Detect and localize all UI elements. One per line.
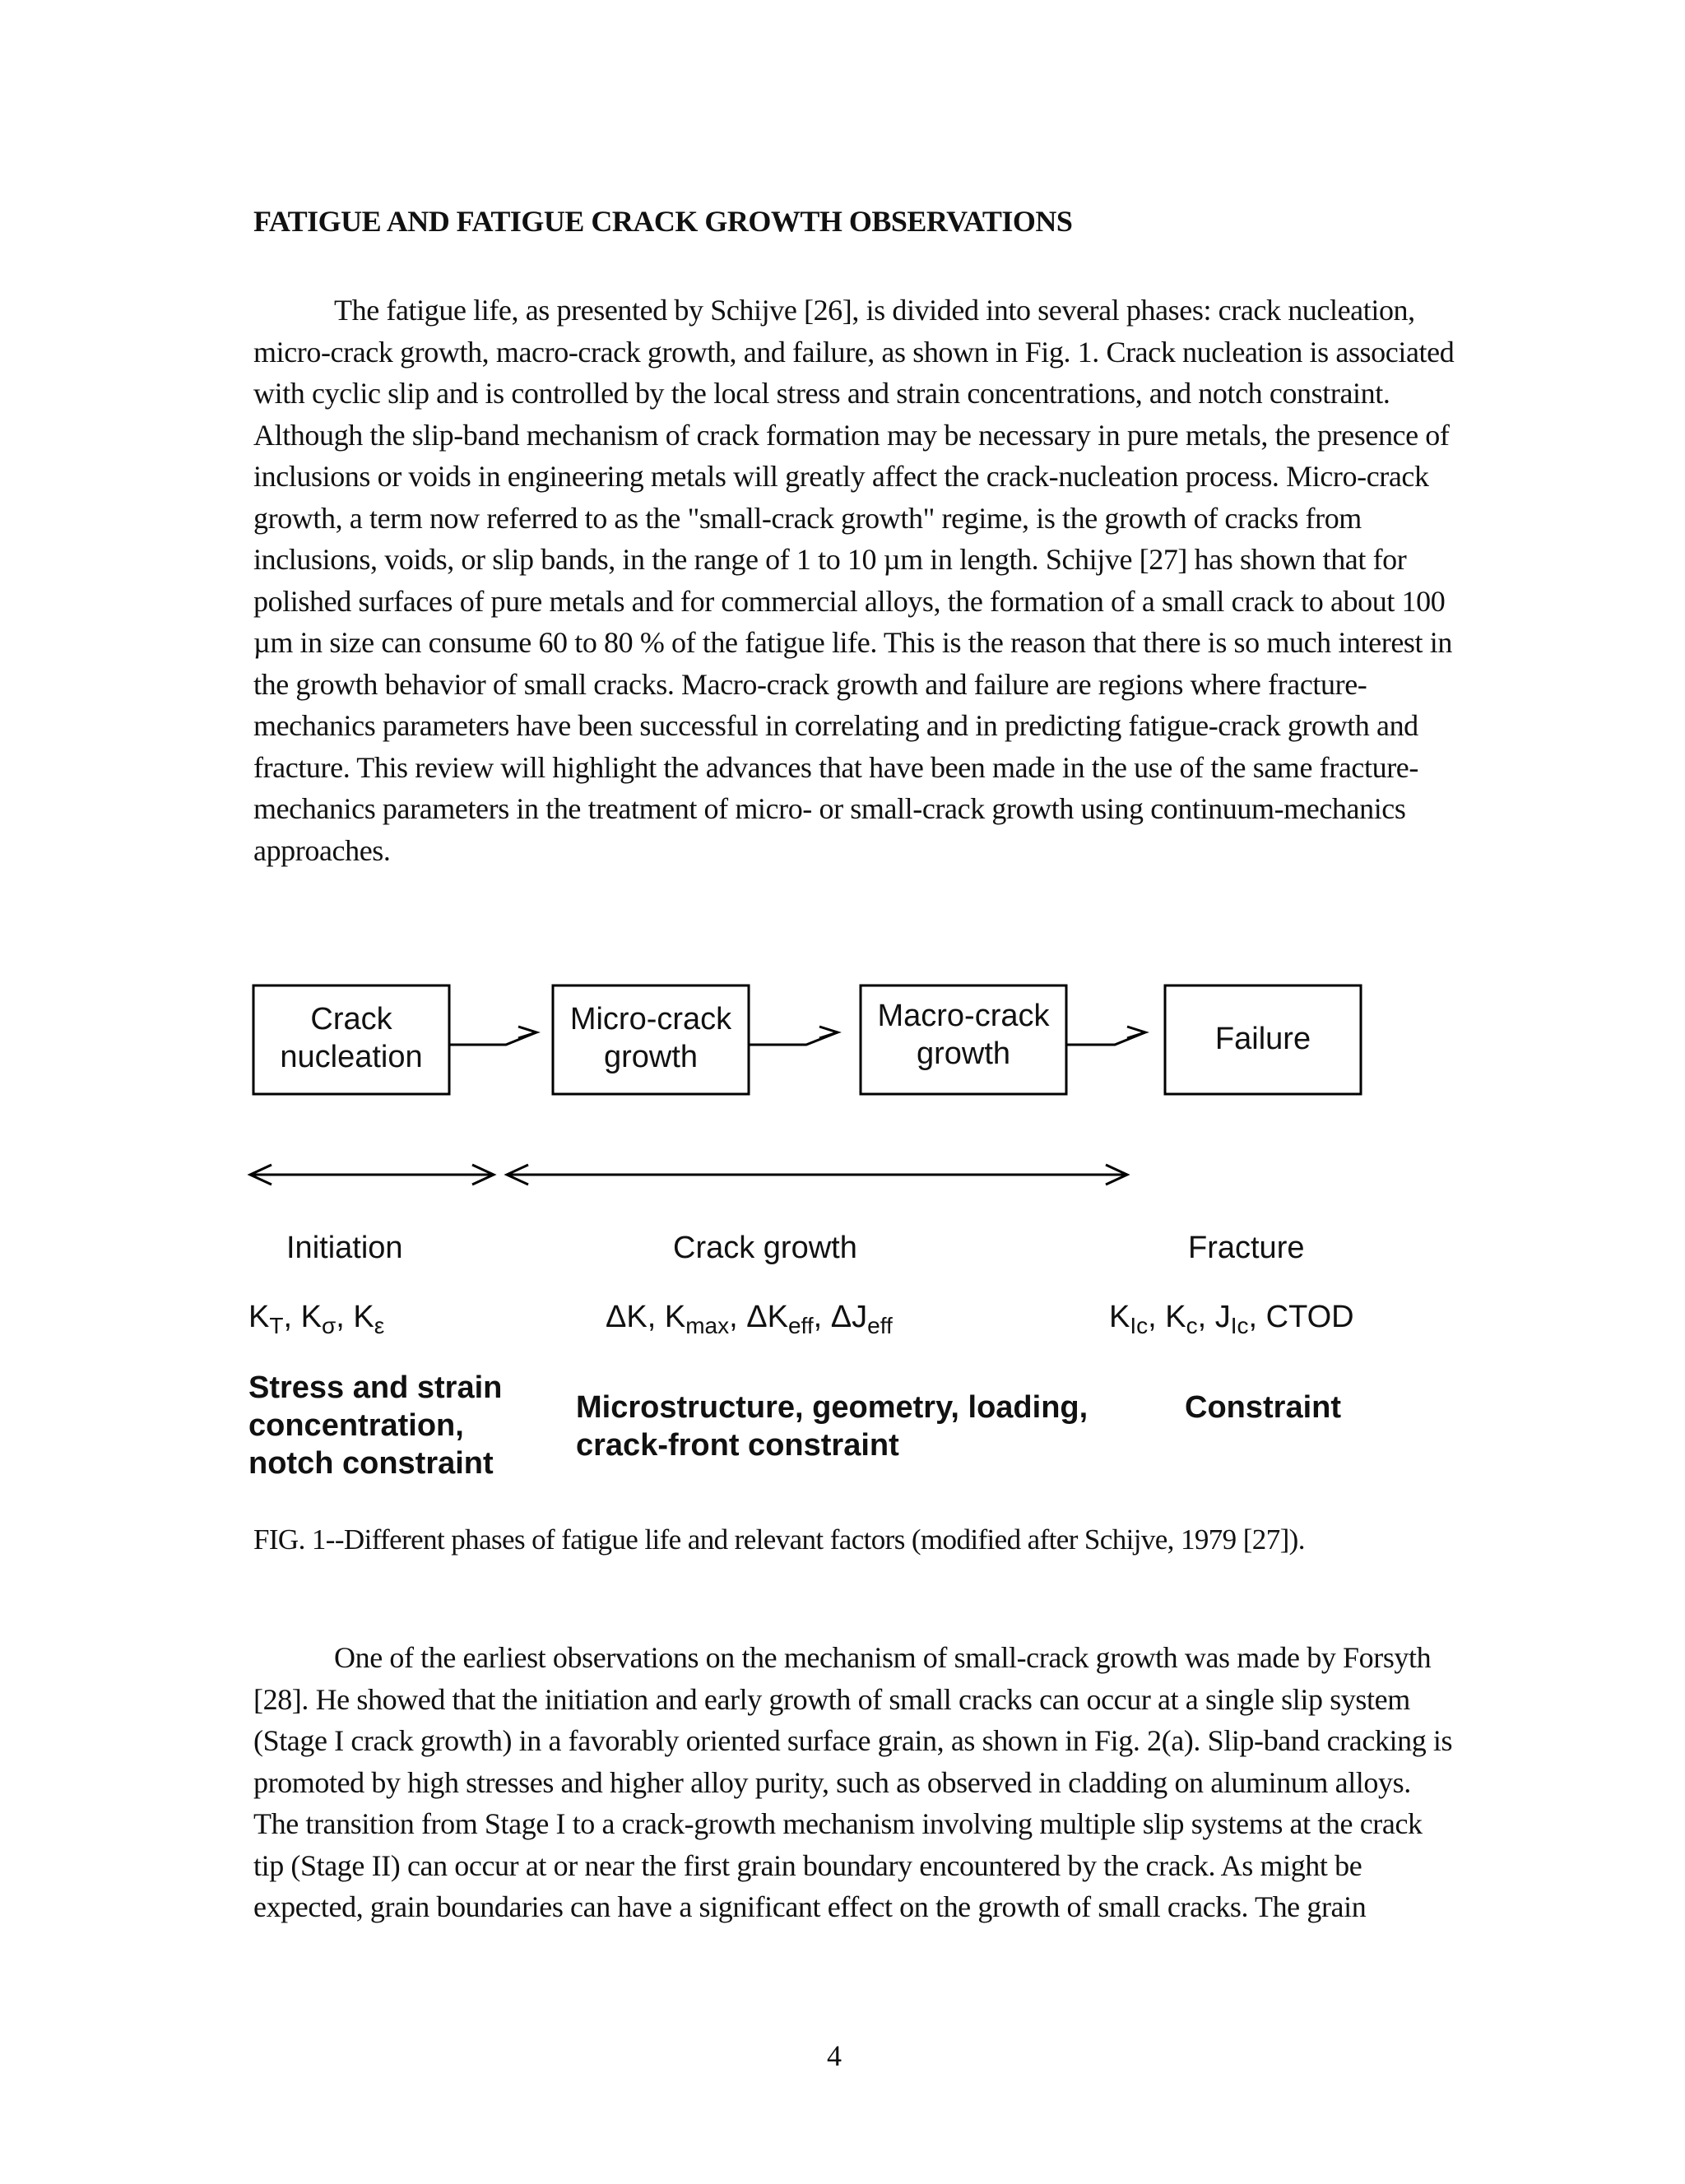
box-label-line: nucleation bbox=[280, 1040, 423, 1074]
param-separator: , bbox=[336, 1300, 345, 1334]
span-arrow-crack-growth bbox=[507, 1165, 1127, 1185]
box-label-line: Micro-crack bbox=[569, 1002, 732, 1036]
parameters-initiation bbox=[248, 1298, 384, 1345]
section-heading: FATIGUE AND FATIGUE CRACK GROWTH OBSERVATIONS bbox=[253, 205, 1073, 238]
arrow-box-2-to-3 bbox=[749, 1027, 838, 1045]
param-separator: , bbox=[1148, 1300, 1157, 1334]
param-k: K bbox=[300, 1300, 322, 1334]
phase-label-fracture: Fracture bbox=[1188, 1231, 1305, 1265]
param-subscript: c bbox=[1186, 1313, 1198, 1338]
param-subscript: T bbox=[269, 1313, 284, 1338]
span-arrow-initiation bbox=[250, 1165, 494, 1185]
param-ctod: CTOD bbox=[1265, 1300, 1354, 1334]
box-label-macro-crack-growth bbox=[861, 997, 1066, 1073]
param-subscript: eff bbox=[867, 1313, 893, 1338]
arrow-box-3-to-4 bbox=[1066, 1027, 1145, 1045]
figure-caption: FIG. 1--Different phases of fatigue life and relevant factors (modified after Schijve, 1979 [27]). bbox=[253, 1523, 1305, 1556]
box-label-line: Failure bbox=[1214, 1022, 1311, 1056]
factors-fracture: Constraint bbox=[1185, 1390, 1341, 1425]
figure-1 bbox=[0, 971, 1685, 1546]
box-label-line: growth bbox=[603, 1040, 699, 1074]
phase-label-crack-growth: Crack growth bbox=[673, 1231, 857, 1265]
phase-label-initiation: Initiation bbox=[286, 1231, 403, 1265]
param-delta-k: ΔK bbox=[606, 1300, 648, 1334]
arrow-box-1-to-2 bbox=[449, 1027, 536, 1045]
param-separator: , bbox=[813, 1300, 823, 1334]
factors-initiation bbox=[248, 1369, 502, 1482]
page-number: 4 bbox=[827, 2039, 842, 2072]
param-delta-k-eff: ΔK bbox=[746, 1300, 788, 1334]
param-subscript: σ bbox=[321, 1313, 337, 1338]
factor-line: notch constraint bbox=[248, 1446, 494, 1481]
parameters-fracture bbox=[1109, 1298, 1354, 1345]
param-k-ic: K bbox=[1109, 1300, 1130, 1334]
param-j-ic: J bbox=[1214, 1300, 1231, 1334]
param-k-max: K bbox=[664, 1300, 686, 1334]
param-separator: , bbox=[647, 1300, 657, 1334]
factor-line: Microstructure, geometry, loading, bbox=[576, 1390, 1089, 1425]
factors-crack-growth bbox=[576, 1389, 1088, 1464]
param-separator: , bbox=[283, 1300, 293, 1334]
body-paragraph-1: The fatigue life, as presented by Schijve [26], is divided into several phases: crack nucleation, micro-crack growth, macro-crack growth, and failure, as shown in Fig. 1. Crack nucleation is associated with cyclic slip and is controlled by the local stress and strain concentrations, and notch constraint. Although the slip-band mechanism of crack formation may be necessary in pure metals, the presence of inclusions or voids in engineering metals will greatly affect the crack-nucleation process. Micro-crack growth, a term now referred to as the "small-crack growth" regime, is the growth of cracks from inclusions, voids, or slip bands, in the range of 1 to 10 µm in length. Schijve [27] has shown that for polished surfaces of pure metals and for commercial alloys, the formation of a small crack to about 100 µm in size can consume 60 to 80 % of the fatigue life. This is the reason that there is so much interest in the growth behavior of small cracks. Macro-crack growth and failure are regions where fracture-mechanics parameters have been successful in correlating and in predicting fatigue-crack growth and fracture. This review will highlight the advances that have been made in the use of the same fracture-mechanics parameters in the treatment of micro- or small-crack growth using continuum-mechanics approaches. bbox=[253, 294, 1455, 867]
param-k: K bbox=[248, 1300, 270, 1334]
param-separator: , bbox=[1248, 1300, 1258, 1334]
param-subscript: ε bbox=[374, 1313, 385, 1338]
param-k-c: K bbox=[1165, 1300, 1186, 1334]
param-subscript: Ic bbox=[1130, 1313, 1149, 1338]
param-delta-j-eff: ΔJ bbox=[830, 1300, 868, 1334]
param-k: K bbox=[353, 1300, 374, 1334]
param-subscript: max bbox=[685, 1313, 730, 1338]
factor-line: concentration, bbox=[248, 1408, 464, 1443]
box-label-micro-crack-growth bbox=[553, 1000, 749, 1076]
factor-line: Stress and strain bbox=[248, 1370, 503, 1405]
body-paragraph-2: One of the earliest observations on the mechanism of small-crack growth was made by Forsyth [28]. He showed that the initiation and early growth of small cracks can occur at a single slip system (Stage I crack growth) in a favorably oriented surface grain, as shown in Fig. 2(a). Slip-band cracking is promoted by high stresses and higher alloy purity, such as observed in cladding on aluminum alloys. The transition from Stage I to a crack-growth mechanism involving multiple slip systems at the crack tip (Stage II) can occur at or near the first grain boundary encountered by the crack. As might be expected, grain boundaries can have a significant effect on the growth of small cracks. The grain bbox=[253, 1641, 1453, 1923]
parameters-crack-growth bbox=[606, 1298, 893, 1345]
param-separator: , bbox=[1197, 1300, 1207, 1334]
box-label-line: growth bbox=[916, 1036, 1011, 1071]
factor-line: crack-front constraint bbox=[576, 1428, 899, 1463]
param-subscript: eff bbox=[787, 1313, 814, 1338]
param-subscript: Ic bbox=[1230, 1313, 1249, 1338]
box-label-failure bbox=[1165, 1020, 1361, 1058]
box-label-crack-nucleation bbox=[253, 1000, 449, 1076]
box-label-line: Crack bbox=[310, 1002, 392, 1036]
param-separator: , bbox=[729, 1300, 738, 1334]
box-label-line: Macro-crack bbox=[877, 999, 1050, 1033]
